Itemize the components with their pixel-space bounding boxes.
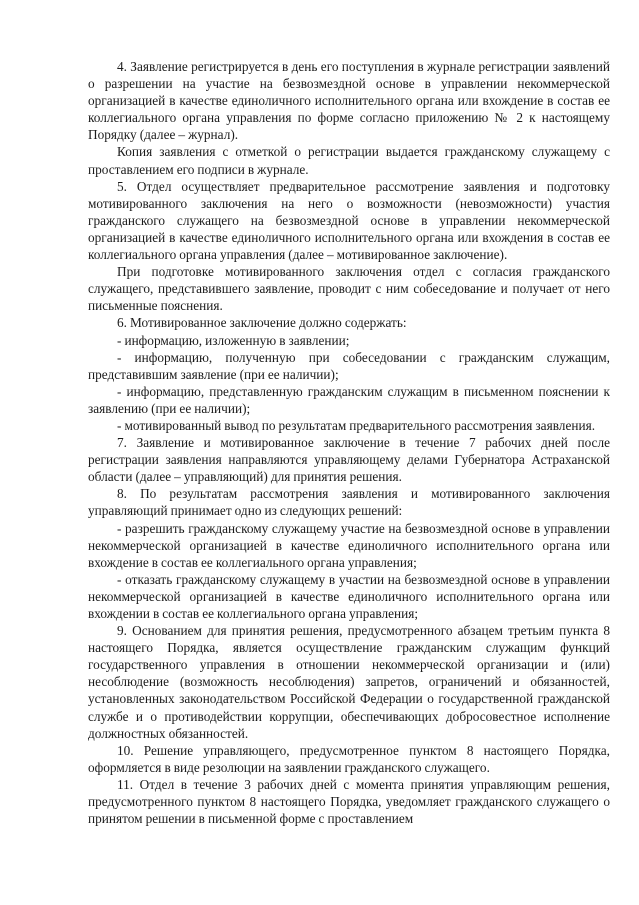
paragraph-9-grounds: 9. Основанием для принятия решения, предусмотренного абзацем третьим пункта 8 настоящего Порядка, является осуществление гражданским служащим функций государственного управления в отношении некоммерческой организации и (или) несоблюдение (возможность несоблюдения) запретов, ограничений и обязанностей, установленных законодательством Российской Федерации о государственной гражданской службе и о противодействии коррупции, обеспечивающих добросовестное исполнение должностных обязанностей. bbox=[88, 623, 610, 741]
paragraph-5-interview: При подготовке мотивированного заключения отдел с согласия гражданского служащего, представившего заявление, проводит с ним собеседование и получает от него письменные пояснения. bbox=[88, 264, 610, 314]
paragraph-10-resolution: 10. Решение управляющего, предусмотренное пунктом 8 настоящего Порядка, оформляется в виде резолюции на заявлении гражданского служащего. bbox=[88, 742, 610, 775]
document-page bbox=[88, 58, 610, 827]
list-item-info-application: - информацию, изложенную в заявлении; bbox=[117, 332, 350, 348]
paragraph-11-notification: 11. Отдел в течение 3 рабочих дней с момента принятия управляющим решения, предусмотренного пунктом 8 настоящего Порядка, уведомляет гражданского служащего о принятом решении в письменной форме с проставлением bbox=[88, 776, 610, 827]
list-item-info-interview: - информацию, полученную при собеседовании с гражданским служащим, представившим заявление (при ее наличии); bbox=[88, 349, 610, 382]
list-item-conclusion: - мотивированный вывод по результатам предварительного рассмотрения заявления. bbox=[117, 417, 596, 433]
paragraph-4-copy: Копия заявления с отметкой о регистрации выдается гражданскому служащему с проставлением его подписи в журнале. bbox=[88, 144, 610, 177]
paragraph-4-registration: 4. Заявление регистрируется в день его поступления в журнале регистрации заявлений о разрешении на участие на безвозмездной основе в управлении некоммерческой организацией в качестве единоличного исполнительного органа или вхождение в состав ее коллегиального органа управления по форме согласно приложению № 2 к настоящему Порядку (далее – журнал). bbox=[88, 59, 610, 143]
paragraph-8-decisions: 8. По результатам рассмотрения заявления и мотивированного заключения управляющий принимает одно из следующих решений: bbox=[88, 486, 610, 519]
paragraph-5-review: 5. Отдел осуществляет предварительное рассмотрение заявления и подготовку мотивированного заключения на него о возможности (невозможности) участия гражданского служащего на безвозмездной основе в управлении некоммерческой организацией в качестве единоличного исполнительного органа или вхождения в состав ее коллегиального органа управления (далее – мотивированное заключение). bbox=[88, 178, 610, 263]
paragraph-6-contents: 6. Мотивированное заключение должно содержать: bbox=[117, 315, 407, 331]
paragraph-7-forwarding: 7. Заявление и мотивированное заключение в течение 7 рабочих дней после регистрации заявления направляются управляющему делами Губернатора Астраханской области (далее – управляющий) для принятия решения. bbox=[88, 435, 610, 485]
list-item-refuse: - отказать гражданскому служащему в участии на безвозмездной основе в управлении некоммерческой организацией в качестве единоличного исполнительного органа или вхождении в состав ее коллегиального органа управления; bbox=[88, 571, 610, 621]
list-item-info-written: - информацию, представленную гражданским служащим в письменном пояснении к заявлению (при ее наличии); bbox=[88, 383, 610, 416]
list-item-permit: - разрешить гражданскому служащему участие на безвозмездной основе в управлении некоммерческой организацией в качестве единоличного исполнительного органа или вхождение в состав ее коллегиального органа управления; bbox=[88, 520, 610, 570]
